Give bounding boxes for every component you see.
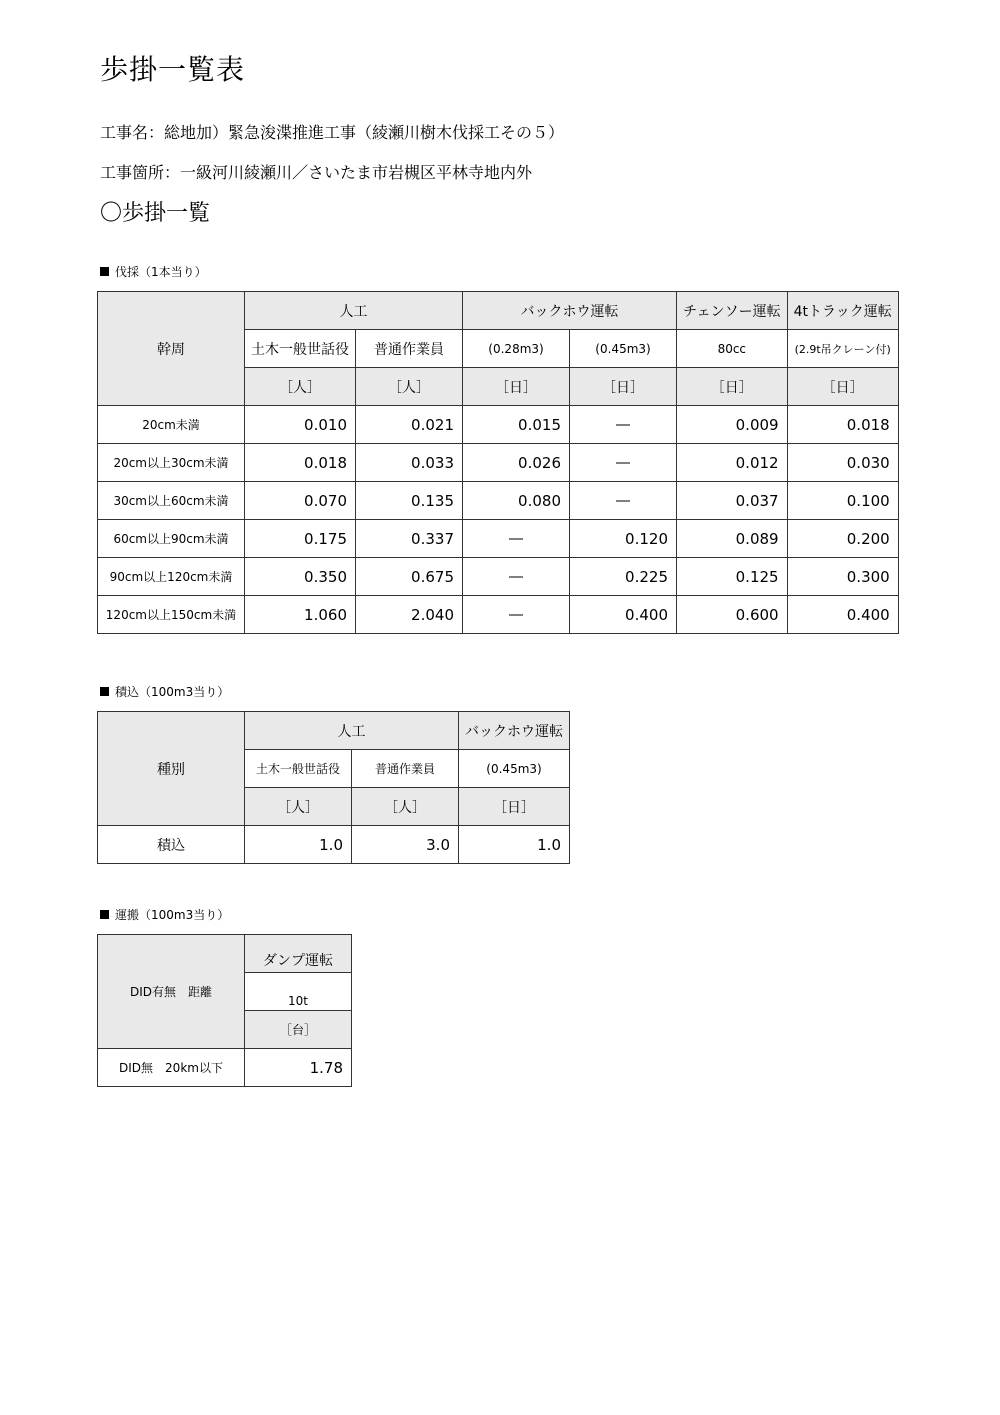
table-cell: 0.018 [245,444,356,482]
unit-cell: ［人］ [352,788,459,826]
project-name: 工事名：総地加）緊急浚渫推進工事（綾瀬川樹木伐採工その５） [100,123,565,142]
transport-caption-text: 運搬（100m3当り） [115,908,230,922]
table-cell: 0.125 [677,558,788,596]
table-cell: 0.135 [356,482,463,520]
table-cell: 0.080 [463,482,570,520]
header-cell: チェンソー運転 [677,292,788,330]
header-cell: バックホウ運転 [463,292,677,330]
row-label: 30cm以上60cm未満 [98,482,245,520]
table-cell: 0.026 [463,444,570,482]
table-row [98,444,899,482]
project-location: 工事箇所：一級河川綾瀬川／さいたま市岩槻区平林寺地内外 [100,163,533,182]
header-cell: (0.28m3) [463,330,570,368]
table-cell: 0.037 [677,482,788,520]
table-cell: 0.675 [356,558,463,596]
table-cell: 1.78 [245,1049,352,1087]
unit-cell: ［人］ [356,368,463,406]
header-cell: DID有無 距離 [98,935,245,1049]
header-cell: 人工 [245,712,459,750]
table-cell: 0.300 [787,558,898,596]
header-cell: ダンプ運転 [245,935,352,973]
table-cell: 0.400 [787,596,898,634]
square-bullet-icon [100,910,109,919]
table-cell: 3.0 [352,826,459,864]
table-cell: 0.175 [245,520,356,558]
table-row [98,826,570,864]
table-cell: 0.015 [463,406,570,444]
table-cell: 0.600 [677,596,788,634]
header-cell: 人工 [245,292,463,330]
table-row [98,520,899,558]
table-cell: 1.0 [459,826,570,864]
table-cell: ― [463,596,570,634]
header-cell: (0.45m3) [459,750,570,788]
header-cell: 普通作業員 [352,750,459,788]
row-label: 20cm未満 [98,406,245,444]
table-cell: 0.009 [677,406,788,444]
felling-caption-text: 伐採（1本当り） [115,265,207,279]
table-cell: ― [570,444,677,482]
table-cell: 0.010 [245,406,356,444]
header-cell: 土木一般世話役 [245,330,356,368]
table-cell: 1.060 [245,596,356,634]
unit-cell: ［日］ [787,368,898,406]
table-cell: 2.040 [356,596,463,634]
unit-cell: ［日］ [463,368,570,406]
table-row [98,596,899,634]
header-cell: 80cc [677,330,788,368]
table-row [98,482,899,520]
table-cell: 0.033 [356,444,463,482]
header-cell: バックホウ運転 [459,712,570,750]
loading-caption-text: 積込（100m3当り） [115,685,230,699]
header-cell: 4tトラック運転 [787,292,898,330]
table-cell: ― [463,520,570,558]
table-header-row [98,712,570,750]
header-cell: (0.45m3) [570,330,677,368]
row-label: 120cm以上150cm未満 [98,596,245,634]
table-cell: 0.400 [570,596,677,634]
unit-cell: ［台］ [245,1011,352,1049]
unit-cell: ［日］ [570,368,677,406]
table-row [98,406,899,444]
unit-cell: ［人］ [245,368,356,406]
table-cell: 0.089 [677,520,788,558]
felling-caption [100,263,207,280]
row-label: DID無 20km以下 [98,1049,245,1087]
table-cell: 0.012 [677,444,788,482]
table-cell: ― [570,406,677,444]
table-cell: 0.120 [570,520,677,558]
table-cell: 0.070 [245,482,356,520]
table-cell: 0.225 [570,558,677,596]
table-header-row [98,292,899,330]
table-cell: 0.337 [356,520,463,558]
table-header-row [98,935,352,973]
table-cell: 1.0 [245,826,352,864]
table-cell: 0.030 [787,444,898,482]
section-heading: 〇歩掛一覧 [100,201,211,226]
square-bullet-icon [100,267,109,276]
table-cell: 0.350 [245,558,356,596]
page-title: 歩掛一覧表 [100,53,246,86]
square-bullet-icon [100,687,109,696]
table-cell: ― [570,482,677,520]
unit-cell: ［日］ [677,368,788,406]
table-cell: 0.200 [787,520,898,558]
header-cell: 土木一般世話役 [245,750,352,788]
header-cell: (2.9t吊クレーン付) [787,330,898,368]
table-cell: 0.018 [787,406,898,444]
table-cell: 0.021 [356,406,463,444]
row-label: 20cm以上30cm未満 [98,444,245,482]
row-label: 60cm以上90cm未満 [98,520,245,558]
transport-table [97,934,352,1087]
loading-table [97,711,570,864]
header-cell: 種別 [98,712,245,826]
transport-caption [100,906,229,923]
unit-cell: ［日］ [459,788,570,826]
row-label: 積込 [98,826,245,864]
felling-table [97,291,899,634]
loading-caption [100,683,229,700]
table-row [98,558,899,596]
header-cell: 幹周 [98,292,245,406]
table-cell: 0.100 [787,482,898,520]
table-row [98,1049,352,1087]
header-cell: 普通作業員 [356,330,463,368]
header-cell: 10t [245,973,352,1011]
table-cell: ― [463,558,570,596]
row-label: 90cm以上120cm未満 [98,558,245,596]
unit-cell: ［人］ [245,788,352,826]
